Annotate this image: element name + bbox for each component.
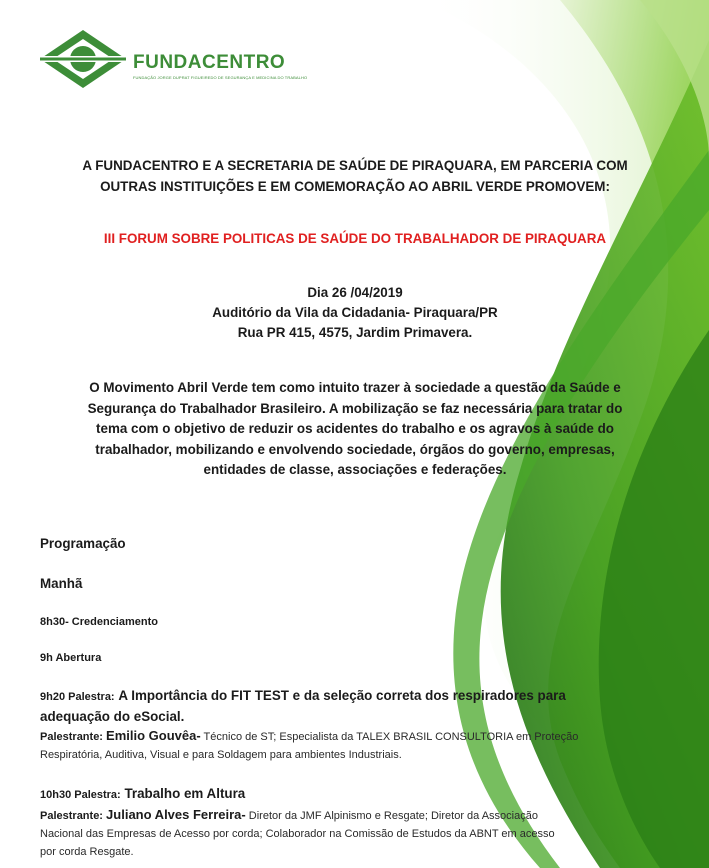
logo-wordmark: FUNDACENTRO	[133, 52, 286, 73]
fundacentro-logo-icon	[40, 30, 126, 88]
intro-line: A FUNDACENTRO E A SECRETARIA DE SAÚDE DE PIRAQUARA, EM PARCERIA COM	[82, 158, 628, 173]
event-date: Dia 26 /04/2019	[307, 285, 403, 300]
program-heading: Programação	[40, 536, 126, 551]
talk-time-tag: 9h20 Palestra:	[40, 691, 115, 703]
speaker-details: Respiratória, Auditiva, Visual e para Soldagem para ambientes Industriais.	[40, 749, 402, 761]
event-venue: Auditório da Vila da Cidadania- Piraquara/PR	[212, 305, 498, 320]
fundacentro-logo	[40, 30, 308, 90]
schedule-item: 8h30- Credenciamento	[40, 616, 158, 628]
description-line: Segurança do Trabalhador Brasileiro. A mobilização se faz necessária para tratar do	[87, 400, 623, 416]
schedule-item: 9h Abertura	[40, 652, 102, 664]
forum-title: III FORUM SOBRE POLITICAS DE SAÚDE DO TRABALHADOR DE PIRAQUARA	[103, 231, 607, 246]
speaker-tag: Palestrante:	[40, 810, 103, 822]
speaker-tag: Palestrante:	[40, 731, 103, 743]
talk-time-tag: 10h30 Palestra:	[40, 789, 121, 801]
talk-heading	[40, 686, 680, 726]
period-heading: Manhã	[40, 576, 83, 591]
description-line: tema com o objetivo de reduzir os acidentes do trabalho e os agravos à saúde do	[96, 421, 614, 436]
talk-block	[40, 784, 680, 861]
talk-title: adequação do eSocial.	[40, 709, 185, 724]
talk-title: A Importância do FIT TEST e da seleção correta dos respiradores para	[118, 688, 566, 703]
description-line: O Movimento Abril Verde tem como intuito trazer à sociedade a questão da Saúde e	[89, 380, 621, 395]
event-address: Rua PR 415, 4575, Jardim Primavera.	[237, 325, 473, 340]
event-info	[40, 283, 670, 343]
speaker-details: Técnico de ST; Especialista da TALEX BRASIL CONSULTORIA em Proteção	[203, 731, 579, 743]
talk-block	[40, 686, 680, 764]
talk-title: Trabalho em Altura	[124, 786, 246, 801]
logo-subtitle: FUNDAÇÃO JORGE DUPRAT FIGUEIREDO DE SEGURANÇA E MEDICINA DO TRABALHO	[133, 75, 308, 80]
speaker-name: Emilio Gouvêa-	[106, 728, 201, 743]
intro-heading	[40, 155, 670, 197]
speaker-info	[40, 806, 680, 861]
intro-line: OUTRAS INSTITUIÇÕES E EM COMEMORAÇÃO AO ABRIL VERDE PROMOVEM:	[100, 179, 610, 194]
speaker-details: Nacional das Empresas de Acesso por corda; Colaborador na Comissão de Estudos da ABNT em acesso	[40, 828, 555, 840]
speaker-details: Diretor da JMF Alpinismo e Resgate; Diretor da Associação	[248, 810, 538, 822]
description-line: entidades de classe, associações e federações.	[203, 462, 507, 477]
speaker-name: Juliano Alves Ferreira-	[106, 807, 246, 822]
talk-heading	[40, 784, 680, 805]
speaker-details: por corda Resgate.	[40, 846, 134, 858]
speaker-info	[40, 727, 680, 764]
description-line: trabalhador, mobilizando e envolvendo sociedade, órgãos do governo, empresas,	[95, 441, 615, 457]
description	[40, 378, 670, 481]
